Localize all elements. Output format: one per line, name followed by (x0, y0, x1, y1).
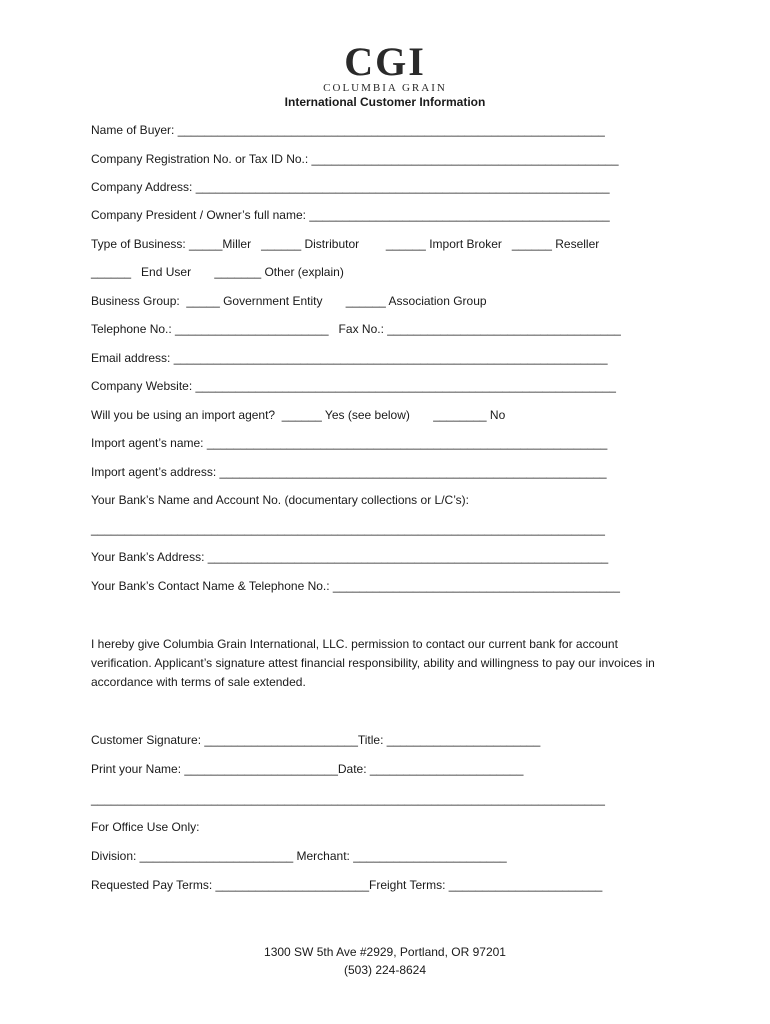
business-group-options[interactable]: Business Group: _____ Government Entity ______ Association Group (91, 294, 487, 308)
footer-address: 1300 SW 5th Ave #2929, Portland, OR 97201 (264, 945, 506, 959)
business-type-options-2[interactable]: ______ End User _______ Other (explain) (91, 265, 344, 279)
registration-number-field[interactable]: Company Registration No. or Tax ID No.: ______________________________________________ (91, 152, 619, 166)
bank-address-field[interactable]: Your Bank’s Address: ____________________________________________________________ (91, 550, 609, 564)
import-agent-name-field[interactable]: Import agent’s name: ____________________________________________________________ (91, 436, 608, 450)
logo-company-name: COLUMBIA GRAIN (323, 82, 447, 94)
footer-phone: (503) 224-8624 (343, 963, 427, 977)
bank-name-label: Your Bank’s Name and Account No. (documentary collections or L/C’s): (91, 493, 469, 507)
buyer-name-field[interactable]: Name of Buyer: ________________________________________________________________ (91, 123, 605, 137)
import-agent-question[interactable]: Will you be using an import agent? ______ Yes (see below) ________ No (91, 408, 506, 422)
import-agent-address-field[interactable]: Import agent’s address: __________________________________________________________ (91, 465, 607, 479)
company-logo (0, 39, 770, 94)
bank-name-field[interactable]: _____________________________________________________________________________ (91, 522, 605, 536)
office-use-label: For Office Use Only: (91, 820, 200, 834)
division-merchant-field[interactable]: Division: _______________________ Merchant: _______________________ (91, 849, 507, 863)
pay-terms-field[interactable]: Requested Pay Terms: _______________________Freight Terms: _______________________ (91, 878, 603, 892)
email-field[interactable]: Email address: _________________________________________________________________ (91, 351, 608, 365)
bank-contact-field[interactable]: Your Bank’s Contact Name & Telephone No.: ___________________________________________ (91, 579, 620, 593)
permission-statement: I hereby give Columbia Grain International, LLC. permission to contact our current bank for account verification. Applicant’s signature attest financial responsibility, ability and willingness to pay our invoices in accordance with terms of sale extended. (91, 637, 655, 689)
print-name-field[interactable]: Print your Name: _______________________Date: _______________________ (91, 762, 524, 776)
website-field[interactable]: Company Website: _______________________________________________________________ (91, 379, 616, 393)
separator-line: _____________________________________________________________________________ (91, 792, 605, 806)
form-title: International Customer Information (284, 95, 486, 109)
business-type-options[interactable]: Type of Business: _____Miller ______ Distributor ______ Import Broker ______ Reseller (91, 237, 600, 251)
footer (0, 943, 770, 979)
company-president-field[interactable]: Company President / Owner’s full name: _____________________________________________ (91, 208, 610, 222)
logo-mark: CGI (344, 39, 426, 84)
customer-signature-field[interactable]: Customer Signature: _______________________Title: _______________________ (91, 733, 541, 747)
company-address-field[interactable]: Company Address: ______________________________________________________________ (91, 180, 610, 194)
telephone-fax-fields[interactable]: Telephone No.: _______________________ Fax No.: ___________________________________ (91, 322, 621, 336)
